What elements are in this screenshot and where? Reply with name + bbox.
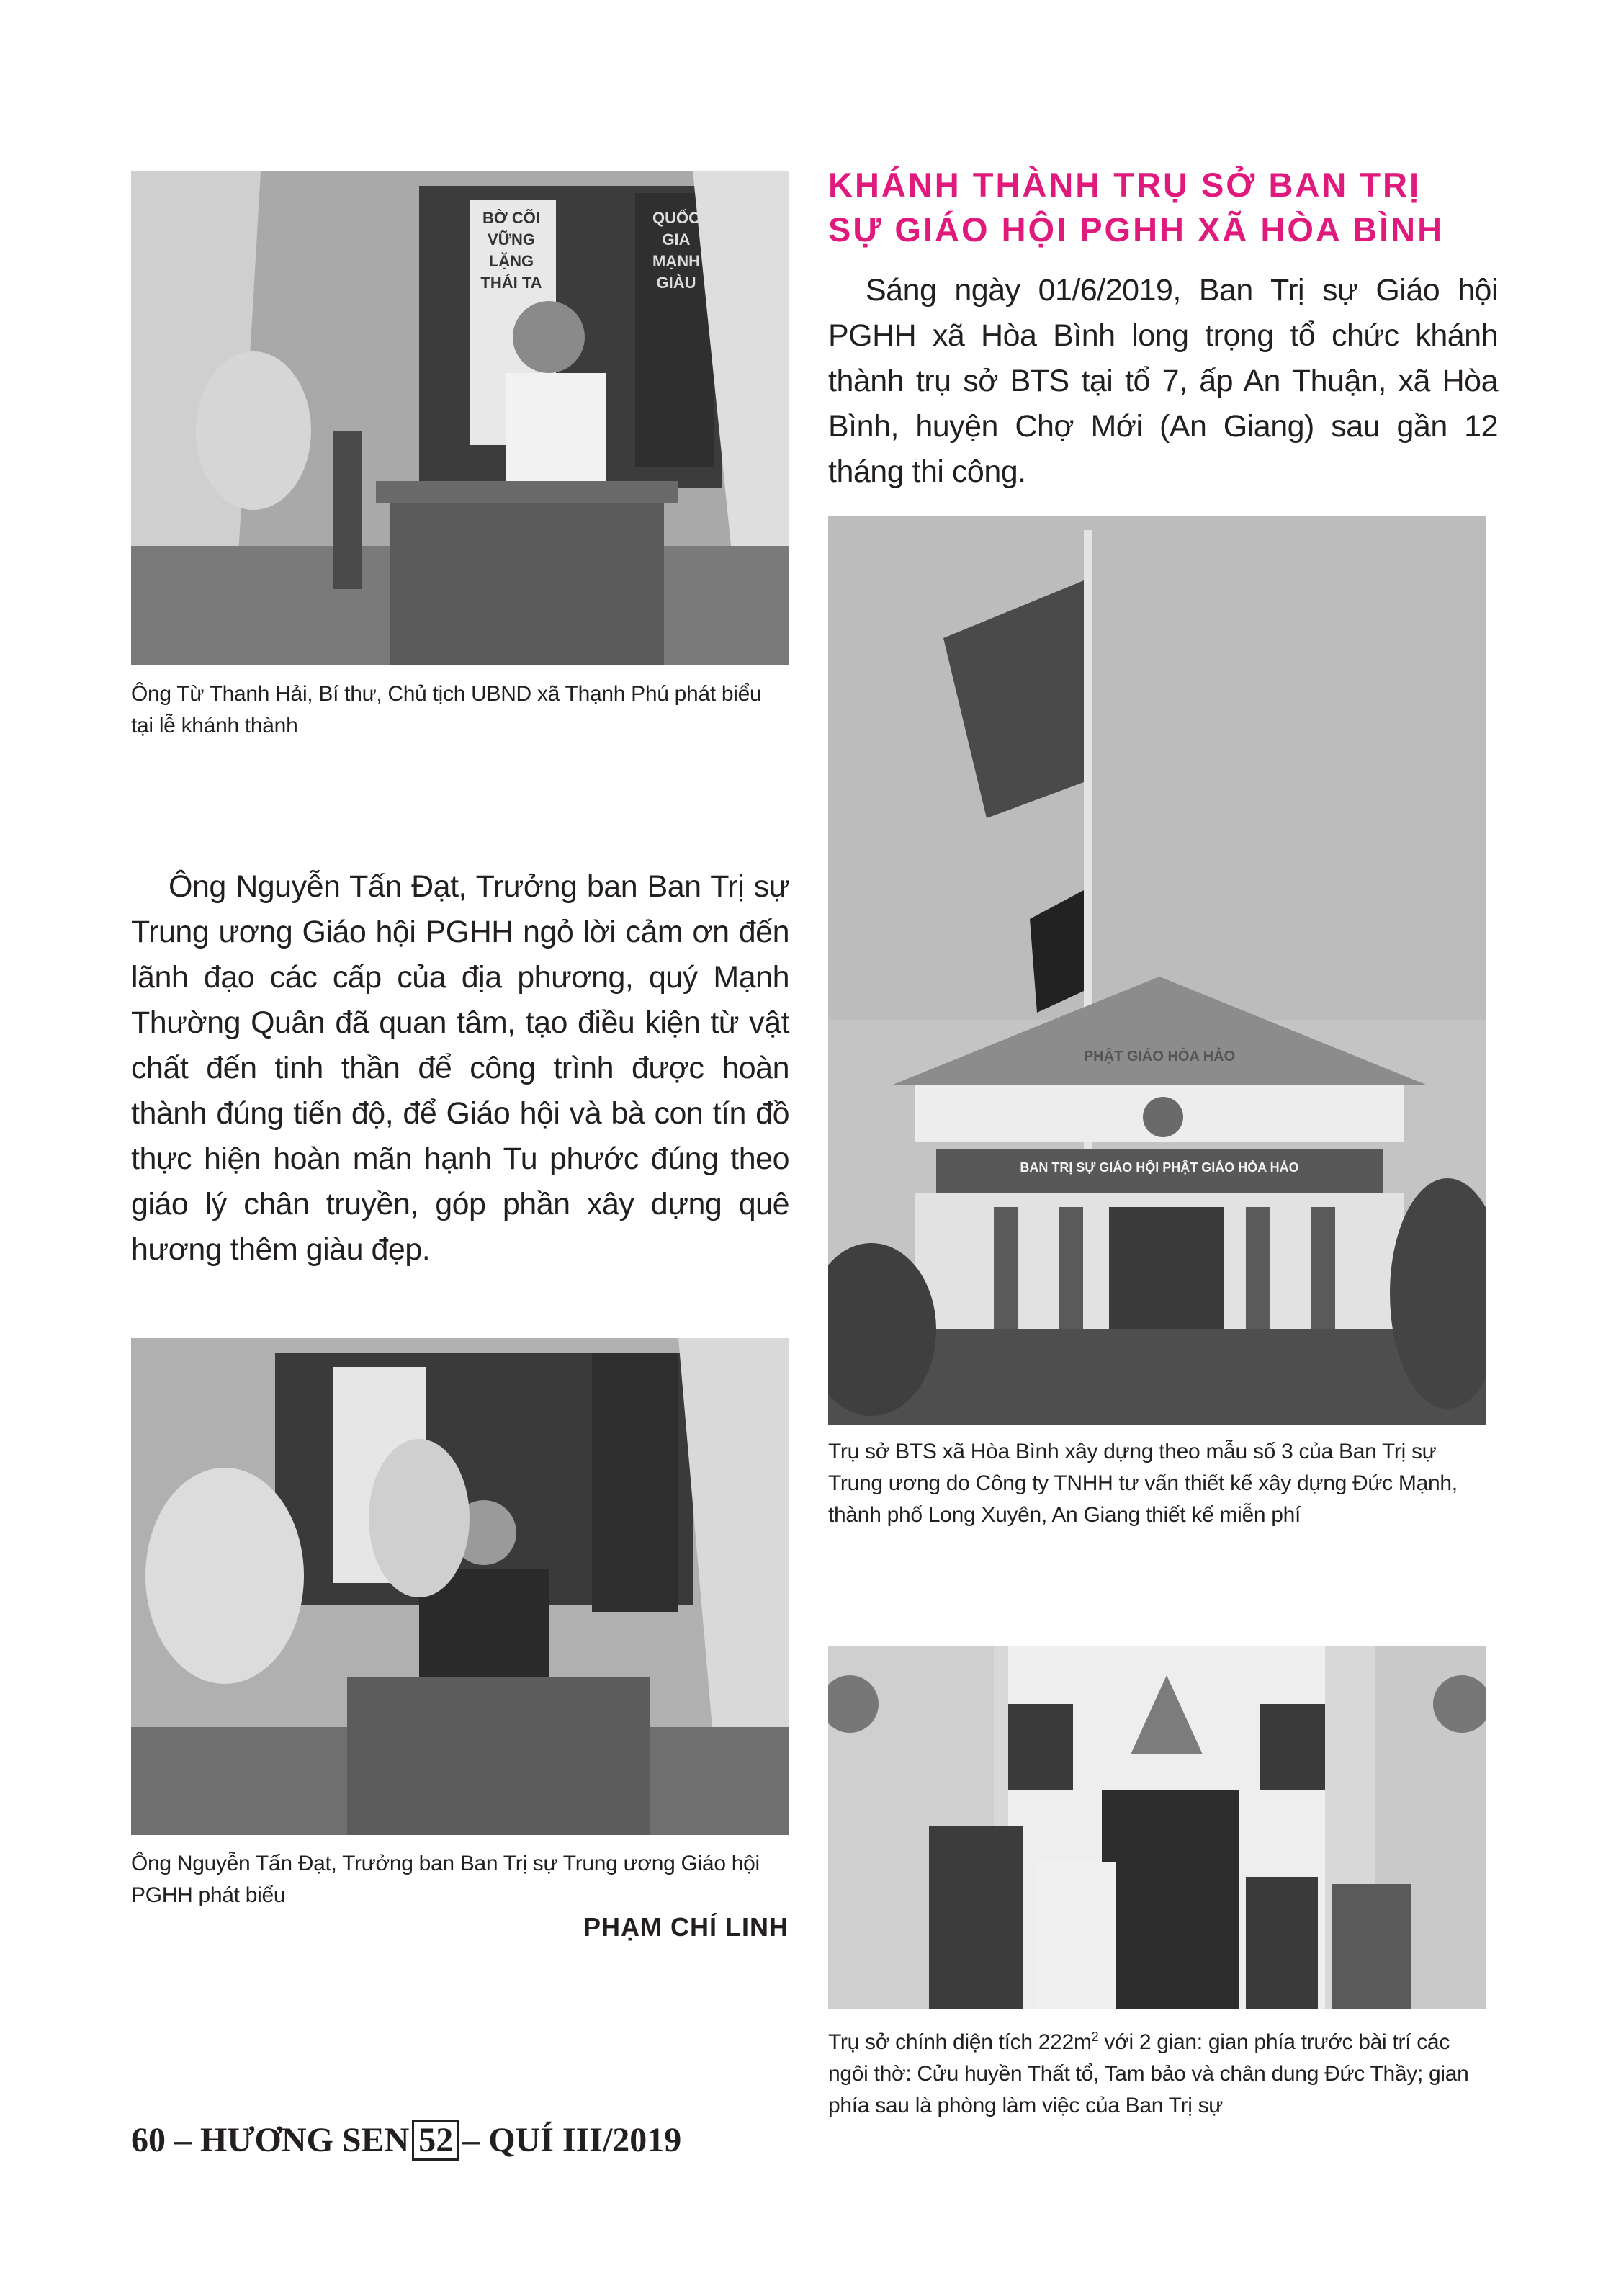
article-headline [828,163,1512,252]
article-author: PHẠM CHÍ LINH [583,1912,789,1942]
footer-dash-1: – [174,2121,192,2159]
photo4-caption [828,2021,1486,2122]
building-sign-text: BAN TRỊ SỰ GIÁO HỘI PHẬT GIÁO HÒA HẢO [1020,1160,1299,1175]
page-number: 60 [131,2121,166,2159]
photo-altar-interior [828,1646,1486,2009]
photo1-caption: Ông Từ Thanh Hải, Bí thư, Chủ tịch UBND xã Thạnh Phú phát biểu tại lễ khánh thành [131,682,762,737]
building-roof-text: PHẬT GIÁO HÒA HẢO [1083,1049,1236,1064]
banner-left-text: BỜ CÕI VỮNG LẶNG THÁI TA [480,209,542,292]
magazine-name: HƯƠNG SEN [200,2121,410,2159]
article-body: Ông Nguyễn Tấn Đạt, Trưởng ban Ban Trị sự Trung ương Giáo hội PGHH ngỏ lời cảm ơn đến lãnh đạo các cấp của địa phương, quý Mạnh Thường Quân đã quan tâm, tạo điều kiện từ vật chất đến tinh thần để công trình được hoàn thành đúng tiến độ, để Giáo hội và bà con tín đồ thực hiện hoàn mãn hạnh Tu phước đúng theo giáo lý chân truyền, góp phần xây dựng quê hương thêm giàu đẹp. [131,869,789,1267]
article-intro: Sáng ngày 01/6/2019, Ban Trị sự Giáo hội PGHH xã Hòa Bình long trọng tổ chức khánh thành trụ sở BTS tại tổ 7, ấp An Thuận, xã Hòa Bình, huyện Chợ Mới (An Giang) sau gần 12 tháng thi công. [828,273,1498,489]
issue-number: 52 [412,2120,459,2161]
photo4-caption-part1: Trụ sở chính diện tích 222m [828,2030,1092,2054]
headline-line-2: SỰ GIÁO HỘI PGHH XÃ HÒA BÌNH [828,210,1445,248]
photo3-caption: Trụ sở BTS xã Hòa Bình xây dựng theo mẫu số 3 của Ban Trị sự Trung ương do Công ty TNHH tư vấn thiết kế xây dựng Đức Mạnh, thành phố Long Xuyên, An Giang thiết kế miễn phí [828,1440,1458,1527]
photo4-caption-superscript: 2 [1091,2030,1099,2044]
publication-quarter: QUÍ III/2019 [488,2121,682,2159]
headline-line-1: KHÁNH THÀNH TRỤ SỞ BAN TRỊ [828,166,1422,204]
photo-headquarters-building [828,516,1486,1425]
photo-speaker-2 [131,1338,789,1835]
photo2-caption: Ông Nguyễn Tấn Đạt, Trưởng ban Ban Trị sự Trung ương Giáo hội PGHH phát biểu [131,1852,760,1907]
footer-dash-2: – [462,2121,480,2159]
page-footer [131,2120,681,2161]
photo4-caption-part2: với 2 gian: gian phía trước bài trí các ngôi thờ: Cửu huyền Thất tổ, Tam bảo và chân dung Đức Thầy; gian phía sau là phòng làm việc của Ban Trị sự [828,2030,1469,2117]
photo-speaker-1 [131,171,789,665]
banner-right-text: QUỐC GIA MẠNH GIÀU [652,209,700,292]
